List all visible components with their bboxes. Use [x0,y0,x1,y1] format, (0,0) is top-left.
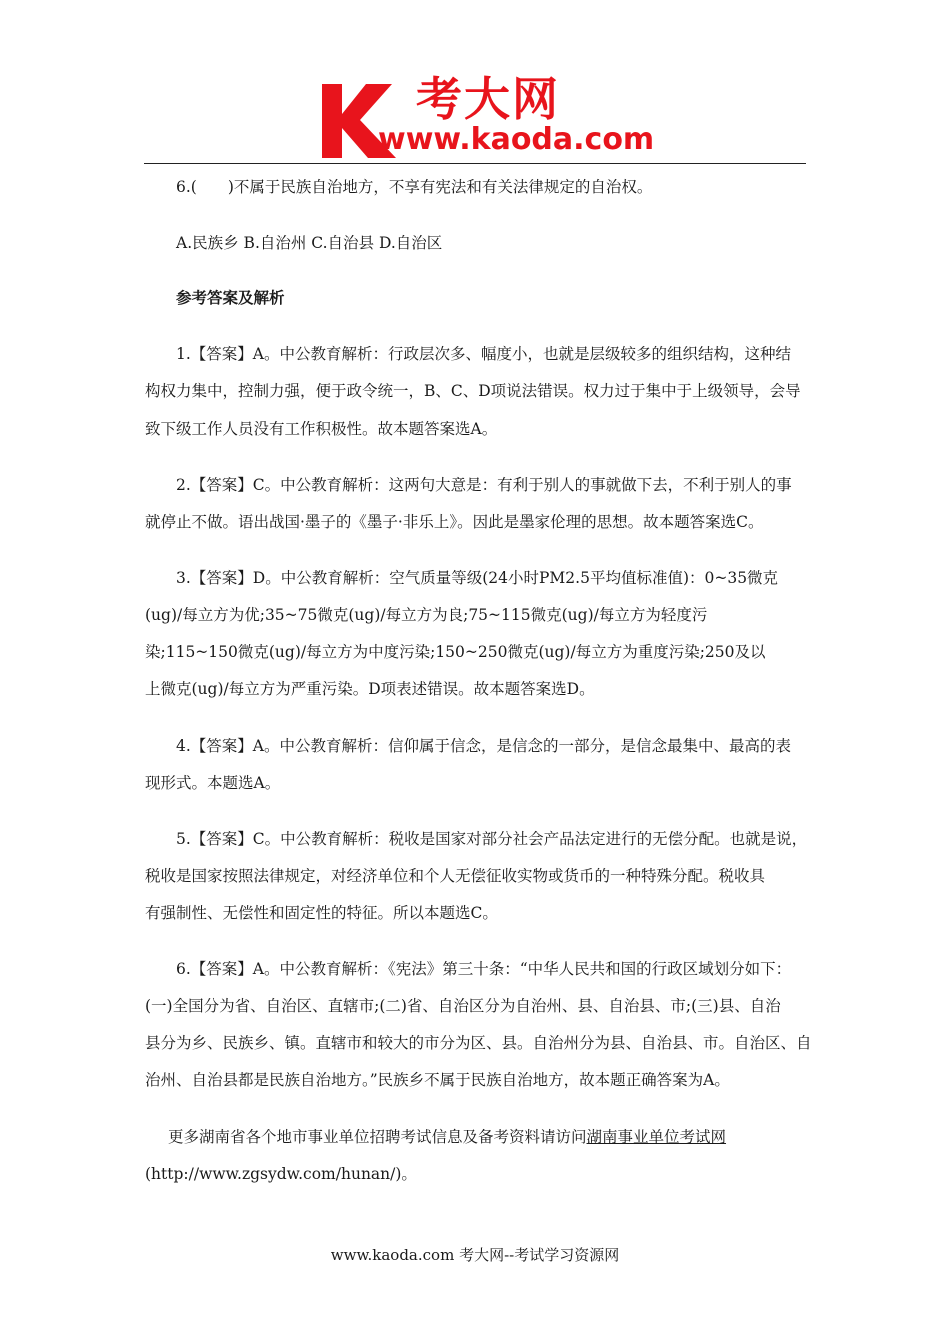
site-logo[interactable] [318,72,655,160]
answer-3-line-4: 上微克(ug)/每立方为严重污染。D项表述错误。故本题答案选D。 [145,680,595,698]
answer-1-line-2: 构权力集中，控制力强，便于政令统一，B、C、D项说法错误。权力过于集中于上级领导，会导 [145,382,801,400]
answer-2-line-2: 就停止不做。语出战国·墨子的《墨子·非乐上》。因此是墨家伦理的思想。故本题答案选C。 [145,513,764,531]
answer-1-line-1: 1.【答案】A。中公教育解析：行政层次多、幅度小，也就是层级较多的组织结构，这种结 [176,345,791,363]
header-divider [144,163,806,164]
more-info-url: (http://www.zgsydw.com/hunan/)。 [145,1165,417,1183]
question-options: A.民族乡 B.自治州 C.自治县 D.自治区 [176,234,443,252]
answer-6-line-4: 治州、自治县都是民族自治地方。”民族乡不属于民族自治地方，故本题正确答案为A。 [145,1071,730,1089]
answer-1-line-3: 致下级工作人员没有工作积极性。故本题答案选A。 [145,420,498,438]
answer-5-line-3: 有强制性、无偿性和固定性的特征。所以本题选C。 [145,904,498,922]
more-info-text: 更多湖南省各个地市事业单位招聘考试信息及备考资料请访问 [168,1128,587,1146]
answer-5-line-2: 税收是国家按照法律规定，对经济单位和个人无偿征收实物或货币的一种特殊分配。税收具 [145,867,766,885]
answer-3-line-3: 染;115~150微克(ug)/每立方为中度污染;150~250微克(ug)/每立方为重度污染;250及以 [145,643,766,661]
more-info-line [168,1126,726,1148]
answer-2-line-1: 2.【答案】C。中公教育解析：这两句大意是：有利于别人的事就做下去，不利于别人的事 [176,476,792,494]
logo-chinese-name: 考大网 [416,72,560,126]
answer-6-line-2: (一)全国分为省、自治区、直辖市;(二)省、自治区分为自治州、县、自治县、市;(三)县、自治 [145,997,781,1015]
answer-6-line-1: 6.【答案】A。中公教育解析：《宪法》第三十条：“中华人民共和国的行政区域划分如下： [176,960,792,978]
logo-url: www.kaoda.com [378,122,655,157]
answer-4-line-2: 现形式。本题选A。 [145,774,281,792]
answer-3-line-2: (ug)/每立方为优;35~75微克(ug)/每立方为良;75~115微克(ug)/每立方为轻度污 [145,606,708,624]
answer-4-line-1: 4.【答案】A。中公教育解析：信仰属于信念，是信念的一部分，是信念最集中、最高的表 [176,737,791,755]
hunan-exam-link[interactable]: 湖南事业单位考试网 [586,1128,727,1146]
answer-6-line-3: 县分为乡、民族乡、镇。直辖市和较大的市分为区、县。自治州分为县、自治县、市。自治区、自 [145,1034,812,1052]
question-stem: 6.( )不属于民族自治地方，不享有宪法和有关法律规定的自治权。 [176,178,653,196]
answers-heading: 参考答案及解析 [176,288,285,307]
page-footer: www.kaoda.com 考大网--考试学习资源网 [330,1246,620,1264]
answer-3-line-1: 3.【答案】D。中公教育解析：空气质量等级(24小时PM2.5平均值标准值)：0~35微克 [176,569,779,587]
answer-5-line-1: 5.【答案】C。中公教育解析：税收是国家对部分社会产品法定进行的无偿分配。也就是说， [176,830,808,848]
